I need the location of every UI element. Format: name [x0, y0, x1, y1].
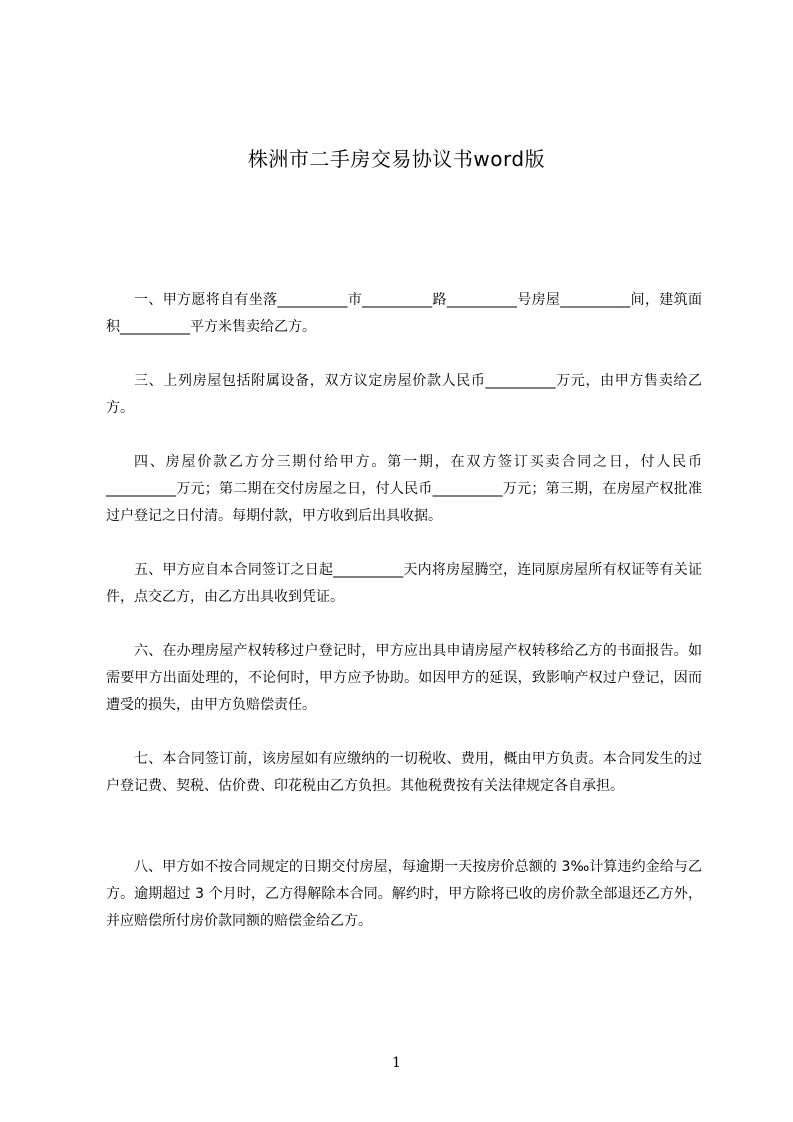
- clause-paragraph: 四、房屋价款乙方分三期付给甲方。第一期，在双方签订买卖合同之日，付人民币__________万元；第二期在交付房屋之日，付人民币__________万元；第三期，在房屋产权批准过户登记之日付清。每期付款，甲方收到后出具收据。: [106, 454, 702, 524]
- clause-paragraph: 八、甲方如不按合同规定的日期交付房屋，每逾期一天按房价总额的 3‰计算违约金给与乙方。逾期超过 3 个月时，乙方得解除本合同。解约时，甲方除将已收的房价款全部退还乙方外，并应赔偿所付房价款同额的赔偿金给乙方。: [106, 859, 702, 929]
- document-title: 株洲市二手房交易协议书word版: [247, 147, 546, 171]
- clause-paragraph: 一、甲方愿将自有坐落__________市__________路__________号房屋__________间，建筑面积__________平方米售卖给乙方。: [106, 292, 702, 335]
- clause-paragraph: 三、上列房屋包括附属设备，双方议定房屋价款人民币__________万元，由甲方售卖给乙方。: [106, 373, 702, 416]
- page-number: 1: [392, 1055, 401, 1071]
- clause-paragraph: 七、本合同签订前，该房屋如有应缴纳的一切税收、费用，概由甲方负责。本合同发生的过户登记费、契税、估价费、印花税由乙方负担。其他税费按有关法律规定各自承担。: [106, 751, 702, 794]
- clause-paragraph: 六、在办理房屋产权转移过户登记时，甲方应出具申请房屋产权转移给乙方的书面报告。如需要甲方出面处理的，不论何时，甲方应予协助。如因甲方的延误，致影响产权过户登记，因而遭受的损失，由甲方负赔偿责任。: [106, 643, 702, 713]
- clause-paragraph: 五、甲方应自本合同签订之日起__________天内将房屋腾空，连同原房屋所有权证等有关证件，点交乙方，由乙方出具收到凭证。: [106, 562, 702, 605]
